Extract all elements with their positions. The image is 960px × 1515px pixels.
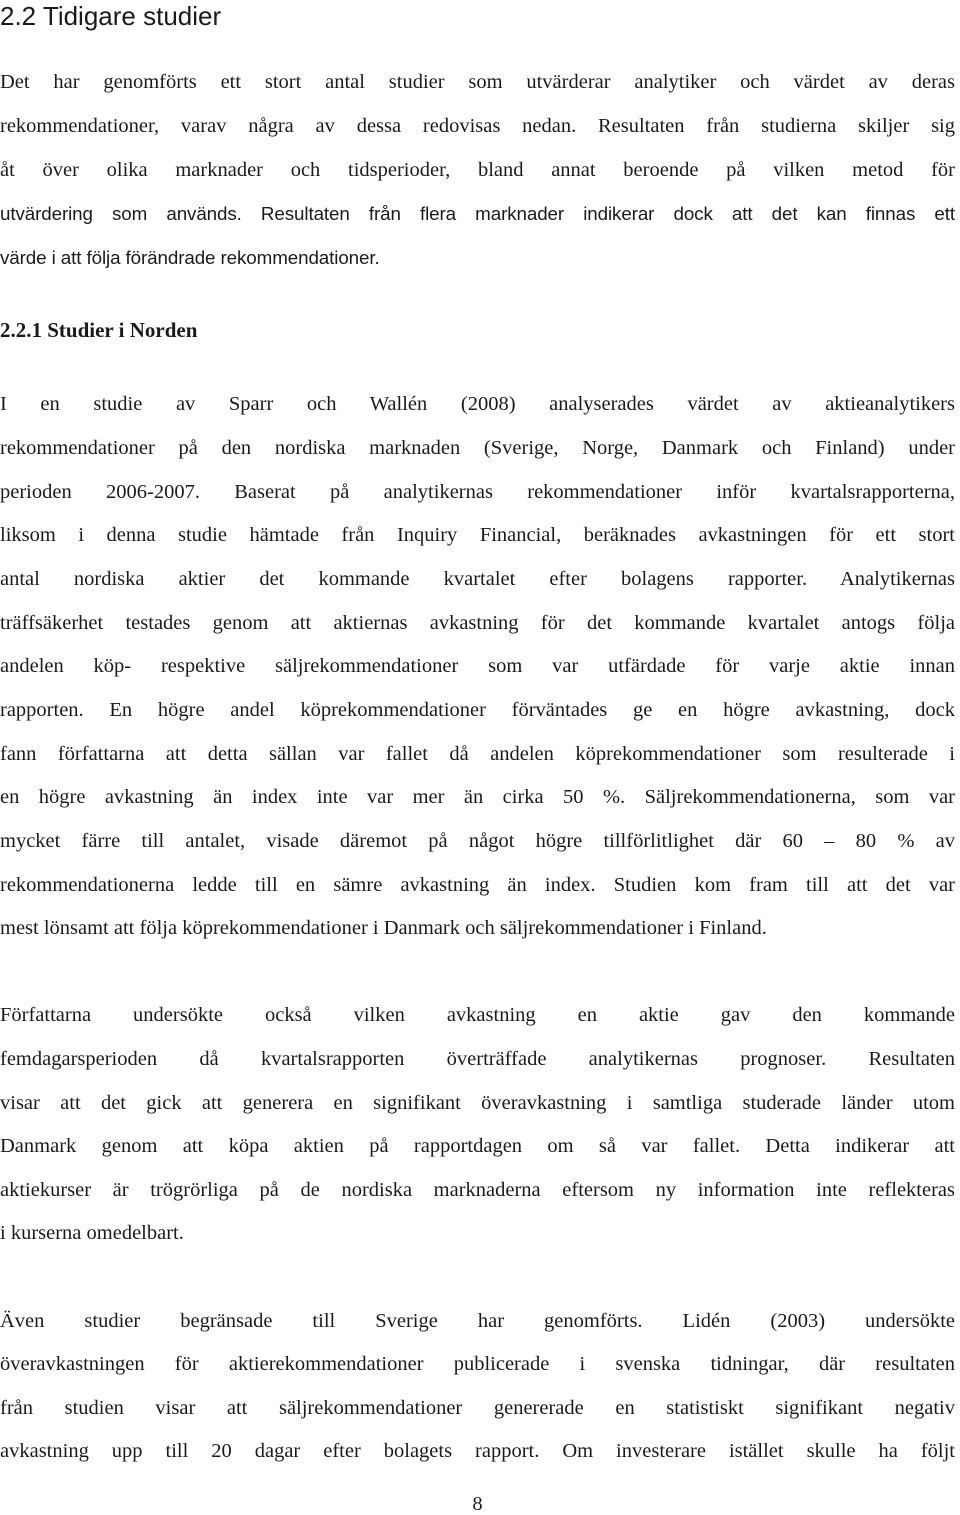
- norden-line-13: mest lönsamt att följa köprekommendationer i Danmark och säljrekommendationer i Finland.: [0, 917, 767, 939]
- authors-line-6: i kurserna omedelbart.: [0, 1222, 184, 1244]
- intro-line-3: åt över olika marknader och tidsperioder, bland annat beroende på vilken metod för: [0, 159, 955, 181]
- norden-line-9: fann författarna att detta sällan var fallet då andelen köprekommendationer som resulterade i: [0, 743, 955, 765]
- sweden-line-2: överavkastningen för aktierekommendationer publicerade i svenska tidningar, där resultaten: [0, 1353, 955, 1375]
- sweden-line-1: Även studier begränsade till Sverige har genomförts. Lidén (2003) undersökte: [0, 1310, 955, 1332]
- norden-line-1: I en studie av Sparr och Wallén (2008) analyserades värdet av aktieanalytikers: [0, 393, 955, 415]
- intro-line-1: Det har genomförts ett stort antal studier som utvärderar analytiker och värdet av deras: [0, 71, 955, 93]
- norden-line-10: en högre avkastning än index inte var mer än cirka 50 %. Säljrekommendationerna, som var: [0, 786, 955, 808]
- section-heading: 2.2 Tidigare studier: [0, 1, 222, 31]
- subsection-heading: 2.2.1 Studier i Norden: [0, 318, 198, 342]
- norden-line-6: träffsäkerhet testades genom att aktiernas avkastning för det kommande kvartalet antogs följa: [0, 612, 955, 634]
- norden-line-11: mycket färre till antalet, visade däremot på något högre tillförlitlighet där 60 – 80 % av: [0, 830, 955, 852]
- authors-line-3: visar att det gick att generera en signifikant överavkastning i samtliga studerade länder utom: [0, 1092, 955, 1114]
- norden-line-5: antal nordiska aktier det kommande kvartalet efter bolagens rapporter. Analytikernas: [0, 568, 955, 590]
- sweden-line-3: från studien visar att säljrekommendationer genererade en statistiskt signifikant negativ: [0, 1397, 955, 1419]
- authors-line-4: Danmark genom att köpa aktien på rapportdagen om så var fallet. Detta indikerar att: [0, 1135, 955, 1157]
- norden-line-4: liksom i denna studie hämtade från Inquiry Financial, beräknades avkastningen för ett stort: [0, 524, 955, 546]
- page-number: 8: [472, 1493, 483, 1515]
- norden-line-2: rekommendationer på den nordiska marknaden (Sverige, Norge, Danmark och Finland) under: [0, 437, 955, 459]
- authors-line-1: Författarna undersökte också vilken avkastning en aktie gav den kommande: [0, 1004, 955, 1026]
- norden-line-8: rapporten. En högre andel köprekommendationer förväntades ge en högre avkastning, dock: [0, 699, 955, 721]
- norden-line-12: rekommendationerna ledde till en sämre avkastning än index. Studien kom fram till att det var: [0, 874, 955, 896]
- intro-line-5: värde i att följa förändrade rekommendationer.: [0, 247, 380, 268]
- authors-line-5: aktiekurser är trögrörliga på de nordiska marknaderna eftersom ny information inte reflekteras: [0, 1179, 955, 1201]
- authors-line-2: femdagarsperioden då kvartalsrapporten överträffade analytikernas prognoser. Resultaten: [0, 1048, 955, 1070]
- norden-line-3: perioden 2006-2007. Baserat på analytikernas rekommendationer inför kvartalsrapporterna,: [0, 481, 955, 503]
- norden-line-7: andelen köp- respektive säljrekommendationer som var utfärdade för varje aktie innan: [0, 655, 955, 677]
- intro-line-2: rekommendationer, varav några av dessa redovisas nedan. Resultaten från studierna skiljer sig: [0, 115, 955, 137]
- intro-line-4: utvärdering som används. Resultaten från flera marknader indikerar dock att det kan finnas ett: [0, 203, 955, 224]
- sweden-line-4: avkastning upp till 20 dagar efter bolagets rapport. Om investerare istället skulle ha följt: [0, 1440, 955, 1462]
